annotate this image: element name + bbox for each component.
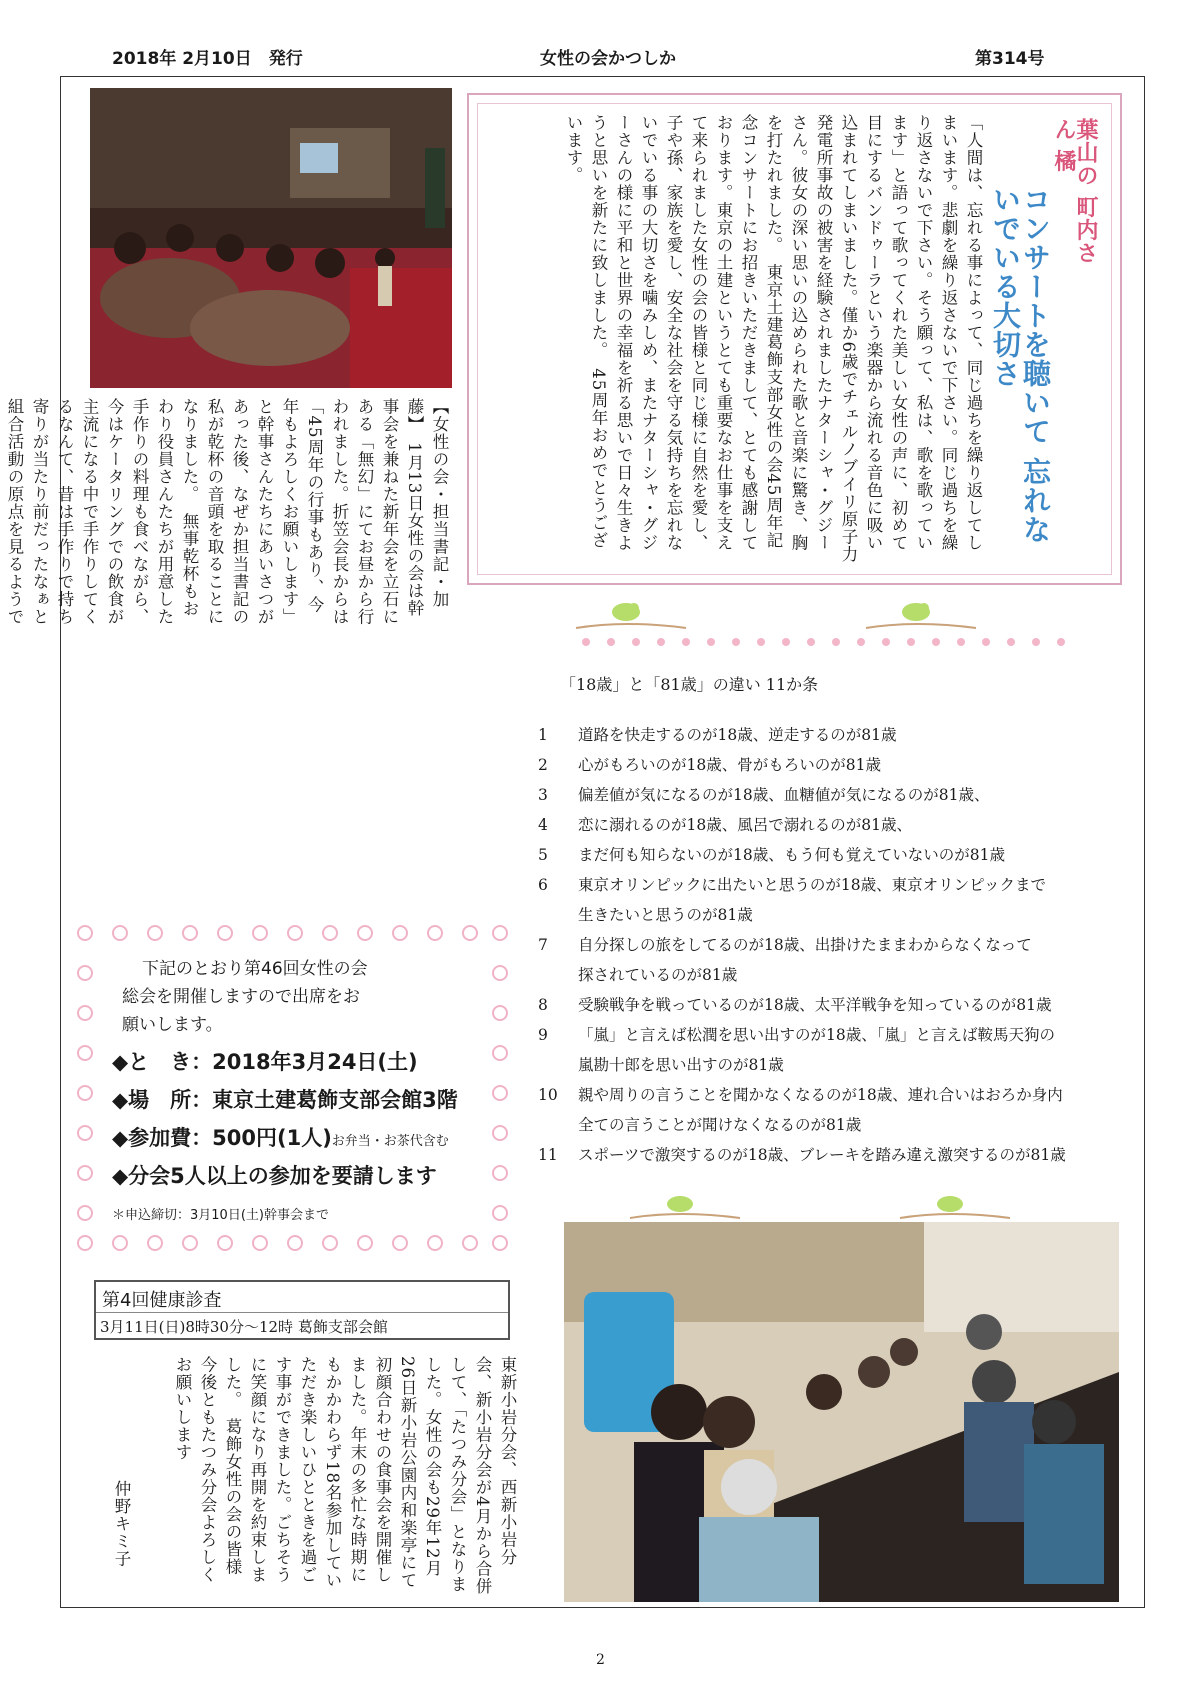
list-item	[538, 870, 1138, 900]
bird-branch-icon	[566, 590, 1096, 650]
flower-divider-top	[566, 590, 1096, 650]
list-item-text: 生きたいと思うのが81歳	[578, 906, 753, 924]
list-item-number: 2	[538, 756, 548, 774]
org-name: 女性の会かつしか	[540, 49, 676, 69]
list-item	[538, 1080, 1138, 1110]
list-item-text: 「嵐」と言えば松潤を思い出すのが18歳、「嵐」と言えば鞍馬天狗の	[578, 1026, 1055, 1044]
list-item-number: 10	[538, 1086, 558, 1104]
list-item	[538, 1110, 1138, 1140]
list-item	[538, 1140, 1138, 1170]
list-item-text: 嵐勘十郎を思い出すのが81歳	[578, 1056, 784, 1074]
list-item-text: 心がもろいのが18歳、骨がもろいのが81歳	[578, 756, 881, 774]
concert-title: コンサートを聴いて 忘れないでいる大切さ	[989, 185, 1052, 544]
list-item-text: 東京オリンピックに出たいと思うのが18歳、東京オリンピックまで	[578, 876, 1046, 894]
list-item-number: 8	[538, 996, 548, 1014]
health-detail: 3月11日(日)8時30分～12時 葛飾支部会館	[100, 1318, 388, 1336]
list-item-number	[538, 1110, 578, 1140]
concert-byline: 葉山の 町内さん 橘	[1051, 118, 1098, 265]
list-item	[538, 960, 1138, 990]
list-item-number: 5	[538, 846, 548, 864]
differences-list	[538, 720, 1138, 1170]
assembly-notice	[70, 920, 500, 1250]
newyear-article-text: 【女性の会・担当書記・加藤】 1月13日女性の会は幹事会を兼ねた新年会を立石にある「無幻」にてお昼から行われました。折笠会長からは「45周年の行事もあり、今年もよろしくお願いします」と幹事さんたちにあいさつがあった後、なぜか担当書記の私が乾杯の音頭を取ることになりました。 無事乾杯もおわり役員さんたちが用意した手作りの料理も食べながら、今はケータリングでの飲食が主流になる中で手作りしてくるなんて、昔は手作りで持ち寄りが当たり前だったなぁと組合活動の原点を見るようで	[5, 398, 449, 626]
notice-deadline: ＊申込締切：3月10日(土)幹事会まで	[112, 1208, 329, 1223]
list-item	[538, 840, 1138, 870]
list-item	[538, 930, 1138, 960]
concert-body: 「人間は、忘れる事によって、同じ過ちを繰り返してしまいます。悲劇を繰り返さないで下さい。同じ過ちを繰り返さないで下さい。そう願って、私は、歌を歌っています」と語って歌ってくれた美しい女性の声に、初めて目にするバンドゥーラという楽器から流れる音色に吸い込まれてしまいました。僅か6歳でチェルノブイリ原子力発電所事故の被害を経験されましたナターシャ・グジーさん。彼女の深い思いの込められた歌と音楽に驚き、胸を打たれました。 東京土建葛飾支部女性の会45周年記念コンサートにお招きいただきまして、とても感謝しております。東京の土建というとても重要なお仕事を支えて来られました女性の会の皆様と同じ様に自然を愛し、子や孫、家族を愛し、安全な社会を守る気持ちを忘れないでいる事の大切さを噛みしめ、またナターシャ・グジーさんの様に平和と世界の幸福を祈る思いで日々生きようと思いを新たに致しました。 45周年おめでとうございます。	[564, 114, 983, 563]
list-item	[538, 990, 1138, 1020]
notice-when: ◆と き：2018年3月24日(土)	[112, 1050, 418, 1074]
list-item-number	[538, 1050, 578, 1080]
list-item-text: 全ての言うことが聞けなくなるのが81歳	[578, 1116, 862, 1134]
list-item-text: まだ何も知らないのが18歳、もう何も覚えていないのが81歳	[578, 846, 1005, 864]
list-item-text: 受験戦争を戦っているのが18歳、太平洋戦争を知っているのが81歳	[578, 996, 1052, 1014]
list-item-number: 6	[538, 876, 548, 894]
tatsumi-author: 仲野キミ子	[112, 1480, 131, 1568]
list-title: 「18歳」と「81歳」の違い 11か条	[560, 675, 819, 694]
page-number: 2	[596, 1652, 605, 1668]
list-item-text: 親や周りの言うことを聞かなくなるのが18歳、連れ合いはおろか身内	[578, 1086, 1063, 1104]
list-item-number: 9	[538, 1026, 548, 1044]
list-item-number: 11	[538, 1146, 558, 1164]
notice-fee-value: ◆参加費：500円(1人)	[112, 1126, 332, 1150]
list-item-number: 1	[538, 726, 548, 744]
list-item-text: 自分探しの旅をしてるのが18歳、出掛けたままわからなくなって	[578, 936, 1032, 954]
list-item	[538, 780, 1138, 810]
health-check-box	[94, 1280, 510, 1340]
list-item-number: 7	[538, 936, 548, 954]
list-item-text: 道路を快走するのが18歳、逆走するのが81歳	[578, 726, 897, 744]
list-item	[538, 900, 1138, 930]
list-item-text: 探されているのが81歳	[578, 966, 738, 984]
list-item	[538, 1050, 1138, 1080]
list-item-number	[538, 960, 578, 990]
notice-where: ◆場 所：東京土建葛飾支部会館3階	[112, 1088, 458, 1112]
issue-date: 2018年 2月10日 発行	[112, 49, 303, 69]
list-item	[538, 1020, 1138, 1050]
list-item-number: 4	[538, 816, 548, 834]
concert-photo	[90, 88, 452, 388]
health-title: 第4回健康診査	[102, 1290, 222, 1311]
notice-request: ◆分会5人以上の参加を要請します	[112, 1164, 437, 1188]
tatsumi-article: 東新小岩分会、西新小岩分会、新小岩分会が4月から合併して、「たつみ分会」となりました。女性の会も29年12月26日新小岩公園内和楽亭にて初顔合わせの食事会を開催しました。年末の多忙な時期にもかかわらず18名参加していただき楽しいひとときを過ごす事ができました。ごちそうに笑顔になり再開を約束しました。 葛飾女性の会の皆様 今後ともたつみ分会よろしくお願いします	[173, 1356, 517, 1595]
list-item-text: 恋に溺れるのが18歳、風呂で溺れるのが81歳、	[578, 816, 912, 834]
group-photo	[564, 1222, 1119, 1602]
list-item	[538, 750, 1138, 780]
notice-intro-3: 願いします。	[122, 1015, 223, 1035]
list-item-number	[538, 900, 578, 930]
list-item-text: スポーツで激突するのが18歳、ブレーキを踏み違え激突するのが81歳	[578, 1146, 1066, 1164]
notice-intro-2: 総会を開催しますので出席をお	[122, 987, 360, 1007]
newyear-article-top	[5, 398, 452, 630]
list-item-text: 偏差値が気になるのが18歳、血糖値が気になるのが81歳、	[578, 786, 990, 804]
issue-number: 第314号	[975, 49, 1045, 69]
notice-fee-note: お弁当・お茶代含む	[331, 1134, 449, 1149]
notice-intro-1: 下記のとおり第46回女性の会	[142, 959, 368, 979]
list-item	[538, 720, 1138, 750]
list-item-number: 3	[538, 786, 548, 804]
list-item	[538, 810, 1138, 840]
notice-fee	[112, 1122, 449, 1152]
